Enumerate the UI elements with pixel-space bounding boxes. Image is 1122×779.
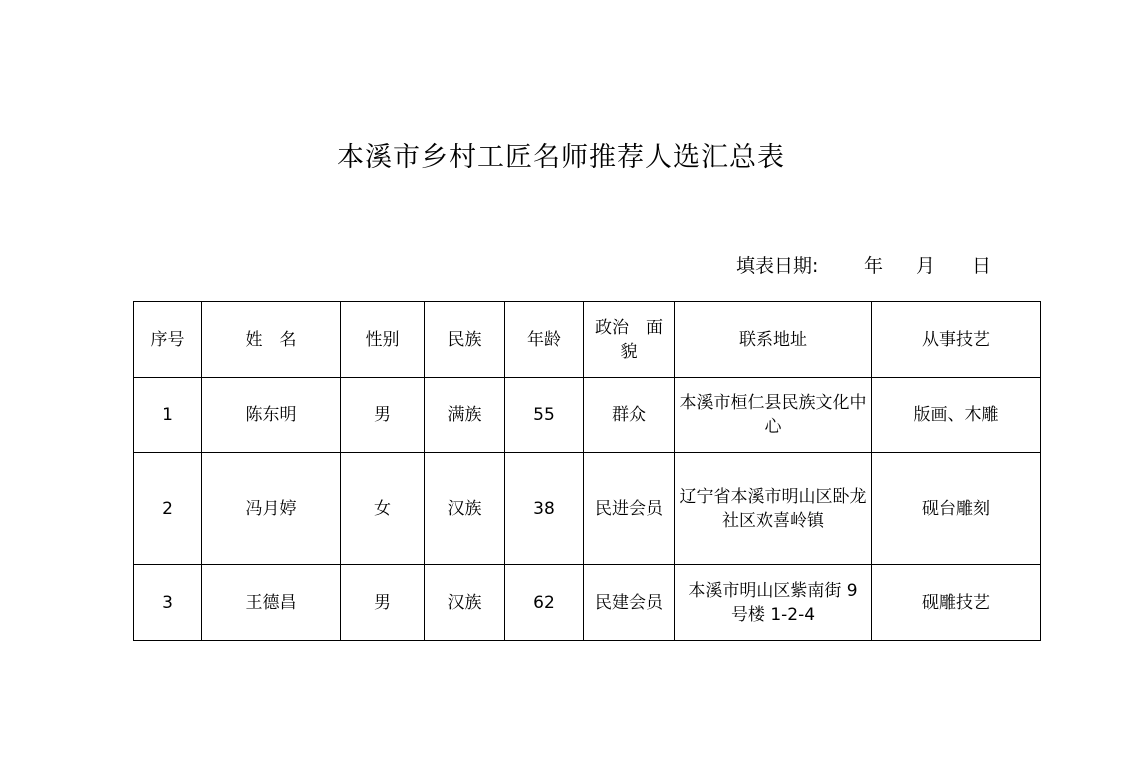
cell-craft: 版画、木雕 bbox=[872, 378, 1041, 453]
cell-craft: 砚台雕刻 bbox=[872, 453, 1041, 565]
header-name: 姓 名 bbox=[202, 302, 341, 378]
table-header-row bbox=[134, 302, 1041, 378]
header-craft: 从事技艺 bbox=[872, 302, 1041, 378]
header-age: 年龄 bbox=[505, 302, 584, 378]
cell-gender: 男 bbox=[341, 378, 425, 453]
header-address: 联系地址 bbox=[675, 302, 872, 378]
cell-name: 王德昌 bbox=[202, 565, 341, 641]
table-row bbox=[134, 565, 1041, 641]
fill-date-year: 年 bbox=[864, 255, 884, 277]
fill-date-month: 月 bbox=[916, 255, 936, 277]
header-gender: 性别 bbox=[341, 302, 425, 378]
table-row bbox=[134, 378, 1041, 453]
cell-ethnicity: 汉族 bbox=[425, 453, 505, 565]
cell-address: 本溪市明山区紫南街 9 号楼 1-2-4 bbox=[675, 565, 872, 641]
cell-gender: 女 bbox=[341, 453, 425, 565]
cell-politics: 民进会员 bbox=[584, 453, 675, 565]
cell-name: 陈东明 bbox=[202, 378, 341, 453]
cell-gender: 男 bbox=[341, 565, 425, 641]
cell-age: 62 bbox=[505, 565, 584, 641]
fill-date-day: 日 bbox=[972, 255, 992, 277]
cell-index: 2 bbox=[134, 453, 202, 565]
cell-age: 55 bbox=[505, 378, 584, 453]
header-ethnicity: 民族 bbox=[425, 302, 505, 378]
cell-address: 本溪市桓仁县民族文化中心 bbox=[675, 378, 872, 453]
cell-index: 1 bbox=[134, 378, 202, 453]
table-row bbox=[134, 453, 1041, 565]
recommendation-summary-table bbox=[133, 301, 1041, 641]
cell-age: 38 bbox=[505, 453, 584, 565]
cell-politics: 民建会员 bbox=[584, 565, 675, 641]
cell-craft: 砚雕技艺 bbox=[872, 565, 1041, 641]
cell-address: 辽宁省本溪市明山区卧龙社区欢喜岭镇 bbox=[675, 453, 872, 565]
cell-politics: 群众 bbox=[584, 378, 675, 453]
fill-date-label: 填表日期: bbox=[736, 255, 819, 277]
cell-name: 冯月婷 bbox=[202, 453, 341, 565]
cell-ethnicity: 满族 bbox=[425, 378, 505, 453]
fill-date-line bbox=[736, 252, 991, 280]
document-title: 本溪市乡村工匠名师推荐人选汇总表 bbox=[337, 142, 785, 173]
cell-ethnicity: 汉族 bbox=[425, 565, 505, 641]
header-index: 序号 bbox=[134, 302, 202, 378]
header-politics: 政治 面貌 bbox=[584, 302, 675, 378]
cell-index: 3 bbox=[134, 565, 202, 641]
